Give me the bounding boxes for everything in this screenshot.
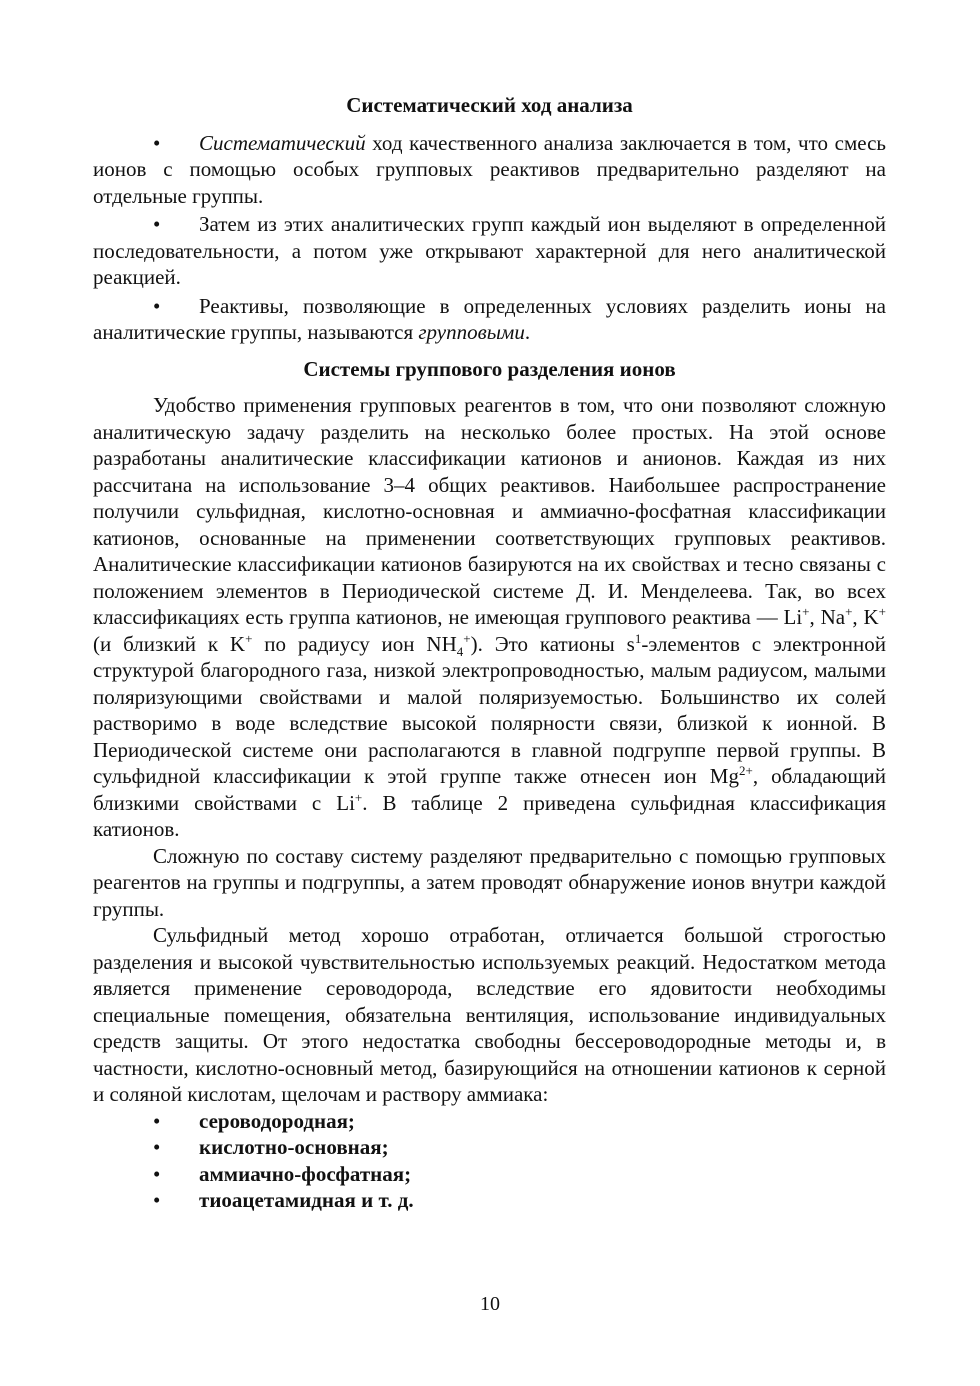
paragraph-complex-system: Сложную по составу систему разделяют предварительно с помощью групповых реагентов на группы и подгруппы, а затем проводят обнаружение ионов внутри каждой группы. [93,843,886,921]
bullet-icon: • [153,293,161,318]
list-item: • аммиачно-фосфатная; [153,1161,412,1186]
paragraph-group-reagents: Удобство применения групповых реагентов в том, что они позволяют сложную аналитическую задачу разделить на несколько более простых. На этой основе разработаны аналитические классификации катионов и анионов. Каждая из них рассчитана на использование 3–4 общих реактивов. Наибольшее распространение получили сульфидная, кислотно-основная и аммиачно-фосфатная классификации катионов, основанные на применении соответствующих групповых реактивов. Аналитические классификации катионов базируются на их свойствах и тесно связаны с положением элементов в Периодической системе Д. И. Менделеева. Так, во всех классификациях есть группа катионов, не имеющая группового реактива — Li+, Na+, K+ (и близкий к K+ по радиусу ион $NH_4^+$). Это катионы $s^1$-элементов с электронной структурой благородного газа, низкой электропроводностью, малым радиусом, малыми поляризующими свойствами и малой поляризуемостью. Большинство их солей растворимо в воде вследствие высокой полярности связи, близкой к ионной. В Периодической системе они располагаются в главной подгруппе первой группы. В сульфидной классификации к этой группе также отнесен ион $Mg^{2+}$, обладающий близкими свойствами с Li+. В таблице 2 приведена сульфидная классификация катионов. [93,393,887,841]
methods-list [93,1108,886,1214]
section-title-group-separation: Системы группового разделения ионов [303,356,676,381]
bullet-icon: • [153,1135,161,1159]
list-item: • тиоацетамидная и т. д. [153,1188,414,1212]
bullet-icon: • [153,1161,161,1186]
bullet-icon: • [153,1188,161,1212]
bullet-paragraph-3: • Реактивы, позволяющие в определенных условиях разделить ионы на аналитические группы, называются групповыми. [93,293,886,344]
italic-term: Систематический [199,130,366,155]
list-item: • кислотно-основная; [153,1135,389,1159]
section-title-systematic-analysis: Систематический ход анализа [346,93,633,117]
bullet-paragraph-1: • Систематический ход качественного анализа заключается в том, что смесь ионов с помощью особых групповых реактивов предварительно разделяют на отдельные группы. [93,130,886,208]
document-page [93,92,886,1214]
list-item: • сероводородная; [153,1108,355,1133]
bullet-icon: • [153,212,161,236]
italic-term: групповыми [418,320,525,344]
page-number: 10 [480,1293,500,1315]
bullet-icon: • [153,130,161,155]
paragraph-sulfide-method: Сульфидный метод хорошо отработан, отличается большой строгостью разделения и высокой чувствительностью используемых реакций. Недостатком метода является применение сероводорода, вследствие его ядовитости необходимы специальные помещения, обязательна вентиляция, использование индивидуальных средств защиты. От этого недостатка свободны бессероводородные методы и, в частности, кислотно-основный метод, базирующийся на отношении катионов к серной и соляной кислотам, щелочам и раствору аммиака: [93,923,886,1106]
bullet-paragraph-2: • Затем из этих аналитических групп каждый ион выделяют в определенной последовательности, а потом уже открывают характерной для него аналитической реакцией. [93,212,886,289]
bullet-icon: • [153,1108,161,1133]
